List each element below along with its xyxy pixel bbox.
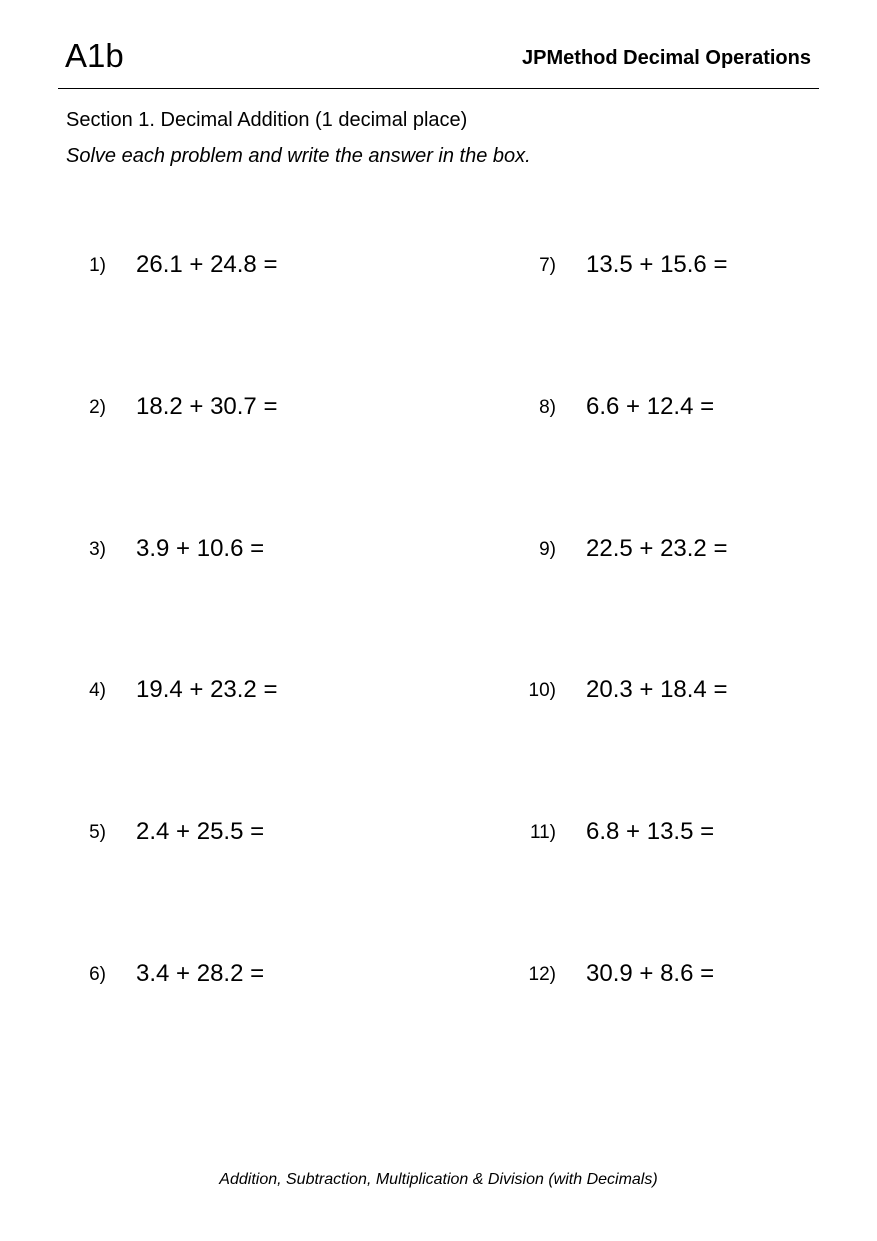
problem-item bbox=[514, 960, 874, 990]
footer-text: Addition, Subtraction, Multiplication & Division (with Decimals) bbox=[219, 1171, 658, 1188]
worksheet-title: JPMethod Decimal Operations bbox=[522, 47, 811, 69]
problem-expression: 2.4 + 25.5 = bbox=[136, 818, 265, 845]
problem-item bbox=[64, 535, 424, 565]
problem-expression: 26.1 + 24.8 = bbox=[136, 251, 278, 278]
problem-item bbox=[514, 535, 874, 565]
problem-expression: 22.5 + 23.2 = bbox=[586, 535, 728, 562]
problem-expression: 3.4 + 28.2 = bbox=[136, 960, 265, 987]
problem-item bbox=[64, 960, 424, 990]
header-divider bbox=[58, 88, 819, 89]
problem-expression: 18.2 + 30.7 = bbox=[136, 393, 278, 420]
instructions: Solve each problem and write the answer in the box. bbox=[66, 145, 531, 167]
problem-number: 1) bbox=[89, 255, 106, 276]
problem-expression: 3.9 + 10.6 = bbox=[136, 535, 265, 562]
problem-expression: 20.3 + 18.4 = bbox=[586, 676, 728, 703]
problem-number: 10) bbox=[528, 680, 556, 701]
problem-number: 8) bbox=[539, 397, 556, 418]
problem-number: 5) bbox=[89, 822, 106, 843]
problem-item bbox=[64, 818, 424, 848]
problem-number: 7) bbox=[539, 255, 556, 276]
problem-number: 2) bbox=[89, 397, 106, 418]
problem-expression: 13.5 + 15.6 = bbox=[586, 251, 728, 278]
problem-expression: 6.8 + 13.5 = bbox=[586, 818, 715, 845]
problem-number: 9) bbox=[539, 539, 556, 560]
problem-number: 12) bbox=[528, 964, 556, 985]
problem-item bbox=[514, 676, 874, 706]
problem-expression: 6.6 + 12.4 = bbox=[586, 393, 715, 420]
problem-number: 11) bbox=[529, 822, 556, 843]
problem-item bbox=[514, 818, 874, 848]
problem-item bbox=[64, 676, 424, 706]
problem-number: 6) bbox=[89, 964, 106, 985]
problem-expression: 30.9 + 8.6 = bbox=[586, 960, 715, 987]
problem-item bbox=[64, 393, 424, 423]
problem-item bbox=[514, 251, 874, 281]
problem-item bbox=[514, 393, 874, 423]
page-code: A1b bbox=[65, 37, 124, 74]
problem-number: 4) bbox=[89, 680, 106, 701]
problem-expression: 19.4 + 23.2 = bbox=[136, 676, 278, 703]
problem-item bbox=[64, 251, 424, 281]
problem-number: 3) bbox=[89, 539, 106, 560]
section-heading: Section 1. Decimal Addition (1 decimal place) bbox=[66, 109, 468, 131]
